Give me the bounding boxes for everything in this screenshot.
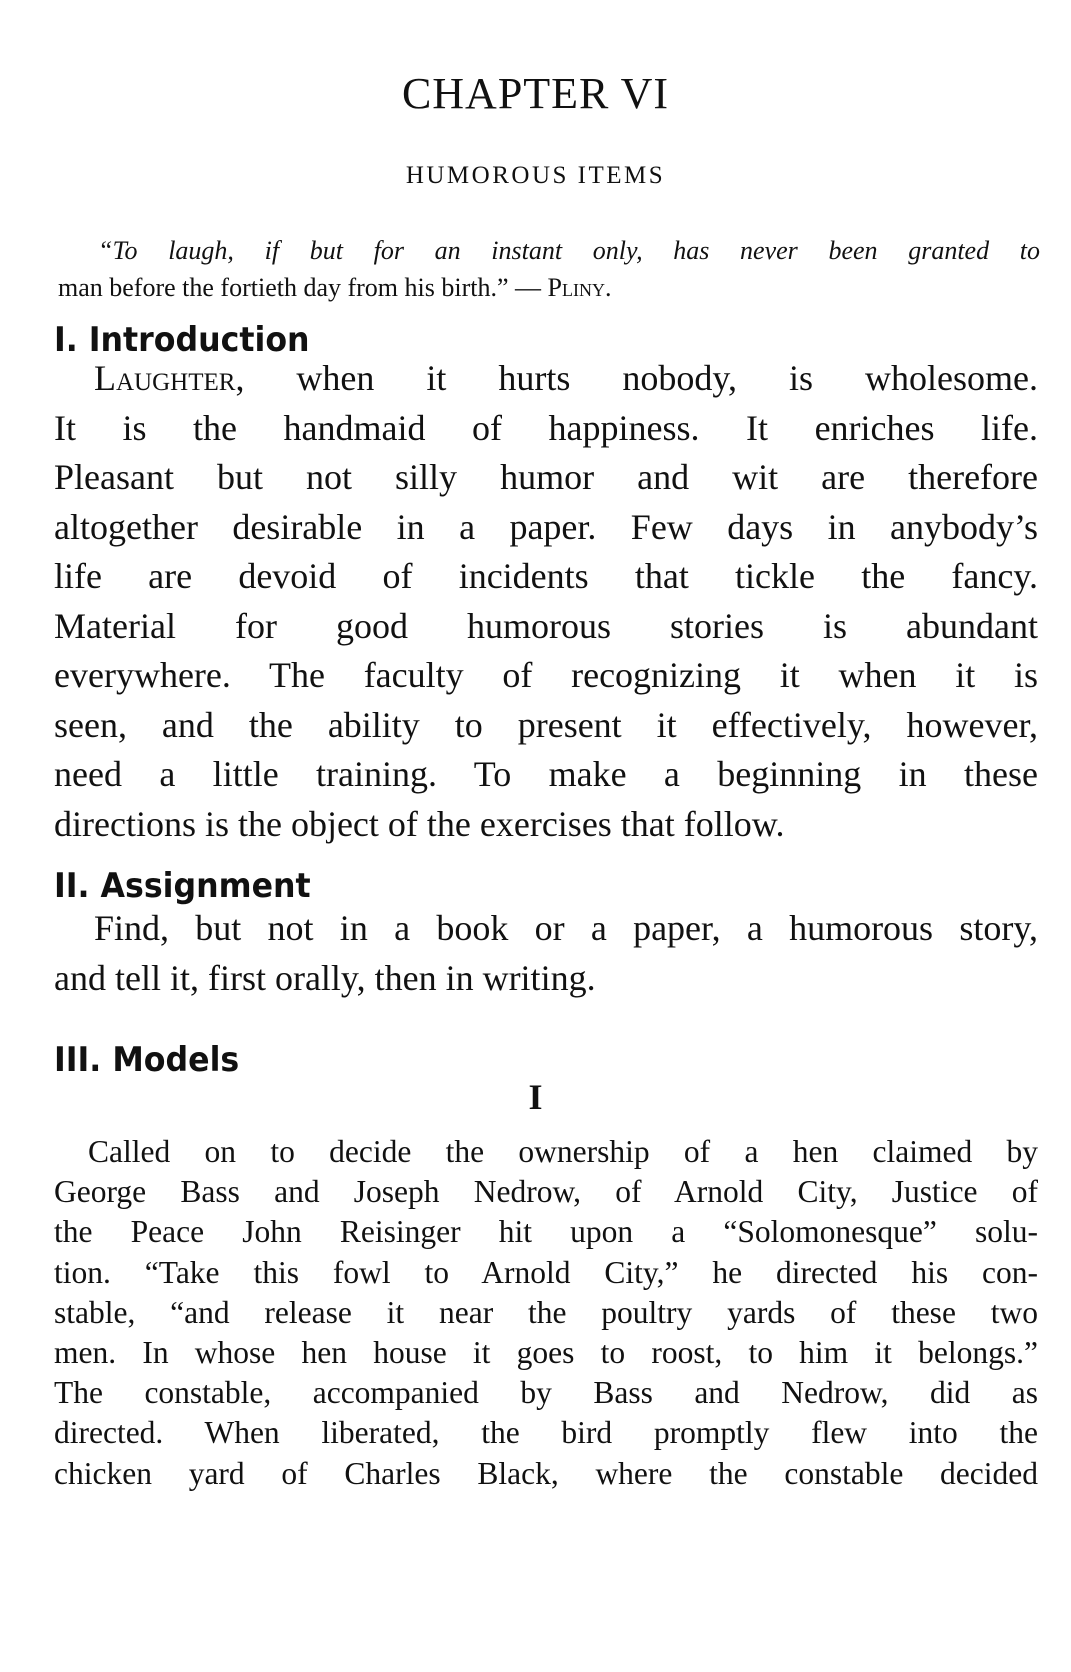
paragraph-line: altogether desirable in a paper. Few days in anybody’s [54,506,1038,547]
line-text: , when it hurts nobody, is wholesome. [235,358,1038,398]
paragraph-line: Material for good humorous stories is abundant [54,605,1038,646]
paragraph-line: The constable, accompanied by Bass and Nedrow, did as [54,1375,1038,1411]
assignment-paragraph [54,904,1038,1003]
paragraph-line: directed. When liberated, the bird promptly flew into the [54,1415,1038,1451]
epigraph-line-2 [58,269,1040,306]
paragraph-line: men. In whose hen house it goes to roost, to him it belongs.” [54,1335,1038,1371]
paragraph-line: tion. “Take this fowl to Arnold City,” he directed his con- [54,1254,1038,1290]
paragraph-line: need a little training. To make a beginning in these [54,754,1038,794]
paragraph-line: stable, “and release it near the poultry yards of these two [54,1294,1038,1330]
paragraph-line: Called on to decide the ownership of a hen claimed by [88,1134,1038,1169]
epigraph-line-2-text: man before the fortieth day from his birth.” — [58,273,548,302]
paragraph-line [54,354,1038,404]
chapter-title: CHAPTER VI [401,69,670,118]
paragraph-line: and tell it, first orally, then in writing. [54,957,596,998]
paragraph-line: George Bass and Joseph Nedrow, of Arnold City, Justice of [54,1174,1038,1210]
epigraph-line-1: “To laugh, if but for an instant only, has never been granted to [98,236,1040,265]
epigraph [58,232,1040,306]
paragraph-line: the Peace John Reisinger hit upon a “Solomonesque” solu- [54,1214,1038,1250]
section-heading-introduction: I. Introduction [54,320,310,360]
paragraph-line: life are devoid of incidents that tickle the fancy. [54,556,1038,596]
paragraph-line: Find, but not in a book or a paper, a humorous story, [94,908,1038,948]
paragraph-line: It is the handmaid of happiness. It enriches life. [54,407,1038,448]
paragraph-line: seen, and the ability to present it effectively, however, [54,704,1038,745]
paragraph-line: chicken yard of Charles Black, where the constable decided [54,1455,1038,1491]
paragraph-line: Pleasant but not silly humor and wit are therefore [54,457,1038,497]
paragraph-line: everywhere. The faculty of recognizing it when it is [54,655,1038,695]
introduction-paragraph [54,354,1038,849]
model-paragraph [54,1132,1038,1494]
chapter-subtitle: HUMOROUS ITEMS [405,162,666,189]
section-heading-assignment: II. Assignment [54,866,311,906]
section-heading-models: III. Models [54,1040,240,1080]
introduction-first-word: Laughter [94,358,236,398]
epigraph-attribution: Pliny. [547,273,612,302]
paragraph-line: directions is the object of the exercises that follow. [54,803,785,844]
model-number: I [528,1077,543,1117]
